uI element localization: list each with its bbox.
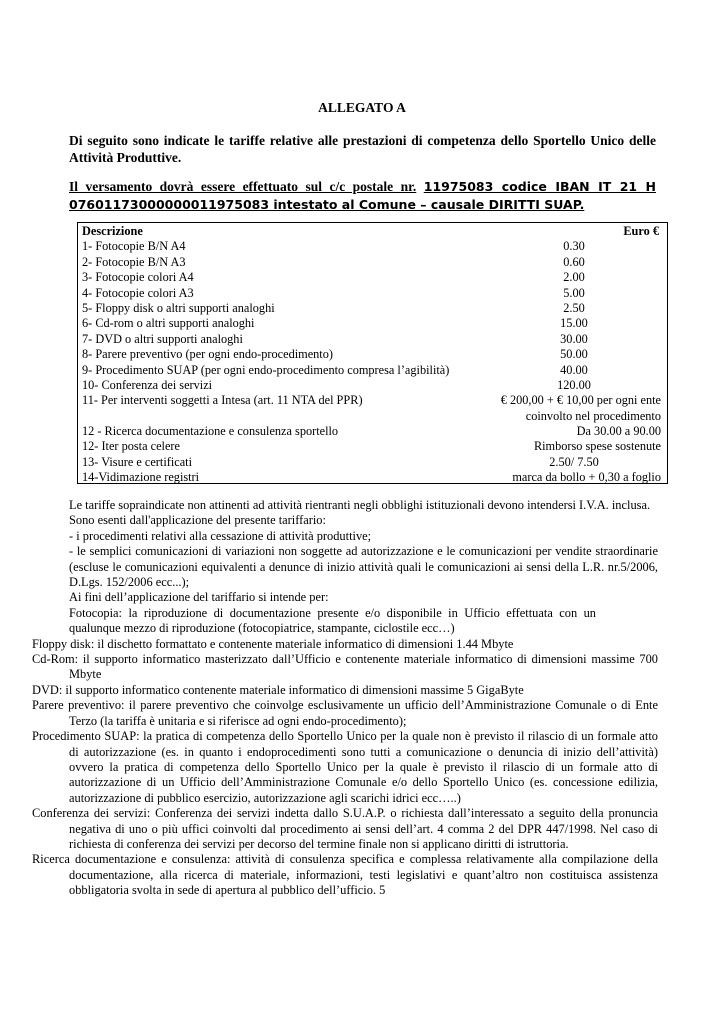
payment-iban: 11975083 codice IBAN IT 21 H 07601173000000011975083 intestato al Comune – causale DIRITTI SUAP. [69, 179, 656, 212]
tariff-table [77, 222, 668, 484]
definition-dvd: DVD: il supporto informatico contenente materiale informatico di dimensioni massime 5 GigaByte [32, 682, 524, 697]
tariff-description: 4- Fotocopie colori A3 [82, 285, 194, 300]
tariff-description: 13- Visure e certificati [82, 454, 192, 469]
document-title: ALLEGATO A [318, 100, 406, 115]
tariff-row [78, 424, 667, 439]
tariff-description: 10- Conferenza dei servizi [82, 377, 213, 392]
tariff-price: 30.00 [560, 331, 588, 346]
tariff-description: 12- Iter posta celere [82, 439, 180, 454]
tariff-price: 2.50 [563, 300, 585, 315]
tariff-description: 6- Cd-rom o altri supporti analoghi [82, 316, 255, 331]
tariff-description: 9- Procedimento SUAP (per ogni endo-procedimento compresa l’agibilità) [82, 362, 450, 377]
tariff-price: 15.00 [560, 316, 588, 331]
tariff-price: 2.00 [563, 270, 585, 285]
definition-conferenza: Conferenza dei servizi: Conferenza dei servizi indetta dallo S.U.A.P. o richiesta dall’interessato a seguito della pronuncia negativa di uno o più uffici coinvolti dal procedimento ai sensi dell’art. 4 comma 2 del DPR 447/1998. Nel caso di richiesta di conferenza dei servizi per decorso del termine finale non si applicano diritti di istruttoria. [32, 806, 658, 851]
paragraph-exemptions: Sono esenti dall'applicazione del presente tariffario: [69, 513, 326, 528]
tariff-price: 120.00 [557, 377, 591, 392]
tariff-row [78, 286, 667, 301]
tariff-row [78, 332, 667, 347]
paragraph-exemption-1: - i procedimenti relativi alla cessazione di attività produttive; [69, 528, 372, 543]
tariff-rows [78, 239, 667, 485]
tariff-price: 0.60 [563, 254, 585, 269]
tariff-price: 2.50/ 7.50 [549, 454, 599, 469]
definition-ricerca: Ricerca documentazione e consulenza: attività di consulenza specifica e complessa relativamente alla compilazione della documentazione, alla ricerca di materiale, informazioni, testi legislativi e quant’altro non costituisca assistenza obbligatoria svolta in sede di apertura al pubblico dell’ufficio. 5 [32, 852, 658, 898]
definition-cdrom: Cd-Rom: il supporto informatico masterizzato dall’Ufficio e contenente materiale informatico di dimensioni massime 700 Mbyte [32, 652, 658, 682]
tariff-row [78, 439, 667, 454]
tariff-description: 5- Floppy disk o altri supporti analoghi [82, 300, 275, 315]
header-description: Descrizione [82, 224, 143, 238]
definition-procedimento: Procedimento SUAP: la pratica di competenza dello Sportello Unico per la quale non è previsto il rilascio di un formale atto di autorizzazione (es. in quanto i endoprocedimenti sono tutti a comunicazione o denuncia di inizio dell’attività) ovvero la pratica di competenza dello Sportello Unico per la quale è previsto il rilascio di un formale atto di autorizzazione di un Ufficio dell’Amministrazione Comunale e/o dello Sportello Unico (es. concessione edilizia, autorizzazione di pubblico esercizio, autorizzazione agli scarichi idrici ecc…..) [32, 729, 658, 805]
header-price: Euro € [623, 224, 659, 238]
payment-lead: Il versamento dovrà essere effettuato sul c/c postale nr. [69, 179, 417, 194]
tariff-price: 0.30 [563, 239, 585, 254]
tariff-price: coinvolto nel procedimento [525, 408, 661, 423]
tariff-description: 1- Fotocopie B/N A4 [82, 239, 186, 254]
tariff-row [78, 455, 667, 470]
tariff-price: 40.00 [560, 362, 588, 377]
tariff-price: 50.00 [560, 347, 588, 362]
tariff-price: Rimborso spese sostenute [533, 439, 661, 454]
paragraph-vat: Le tariffe sopraindicate non attinenti ad attività rientranti negli obblighi istituzionali devono intendersi I.V.A. inclusa. [69, 498, 651, 512]
definition-floppy: Floppy disk: il dischetto formattato e contenente materiale informatico di dimensioni 1.44 Mbyte [32, 636, 514, 651]
tariff-description: 2- Fotocopie B/N A3 [82, 254, 186, 269]
tariff-description: 7- DVD o altri supporti analoghi [82, 331, 243, 346]
tariff-row [78, 255, 667, 270]
tariff-price: 5.00 [563, 285, 585, 300]
definition-fotocopia: Fotocopia: la riproduzione di documentazione presente e/o disponibile in Ufficio effettuata con un qualunque mezzo di riproduzione (fotocopiatrice, stampante, ciclostile ecc…) [69, 605, 596, 636]
tariff-description: 8- Parere preventivo (per ogni endo-procedimento) [82, 347, 333, 362]
tariff-row [78, 301, 667, 316]
tariff-row [78, 239, 667, 254]
body-text [32, 498, 658, 899]
tariff-row [78, 363, 667, 378]
tariff-price: € 200,00 + € 10,00 per ogni ente [500, 393, 661, 408]
tariff-row [78, 270, 667, 285]
tariff-description: 12 - Ricerca documentazione e consulenza sportello [82, 424, 339, 439]
intro-paragraph: Di seguito sono indicate le tariffe relative alle prestazioni di competenza dello Sportello Unico delle Attività Produttive. [69, 133, 656, 165]
paragraph-definitions: Ai fini dell’applicazione del tariffario si intende per: [69, 590, 329, 605]
tariff-description: 3- Fotocopie colori A4 [82, 270, 194, 285]
definition-parere: Parere preventivo: il parere preventivo che coinvolge esclusivamente un ufficio dell’Amministrazione Comunale o di Ente Terzo (la tariffa è unitaria e si riferisce ad ogni endo-procedimento); [32, 698, 658, 728]
tariff-table-header [78, 224, 667, 239]
tariff-description: 11- Per interventi soggetti a Intesa (art. 11 NTA del PPR) [82, 393, 363, 408]
tariff-description: 14-Vidimazione registri [82, 470, 200, 485]
tariff-row [78, 347, 667, 362]
tariff-price: marca da bollo + 0,30 a foglio [512, 470, 661, 485]
tariff-row [78, 409, 667, 424]
tariff-price: Da 30.00 a 90.00 [576, 424, 661, 439]
tariff-row [78, 470, 667, 485]
tariff-row [78, 378, 667, 393]
paragraph-exemption-2: - le semplici comunicazioni di variazioni non soggette ad autorizzazione e le comunicazioni per vendite straordinarie (escluse le comunicazioni equivalenti a denunce di inizio attività quali le comunicazioni ai sensi della L.R. nr.5/2006, D.Lgs. 152/2006 ecc...); [69, 544, 658, 590]
tariff-row [78, 393, 667, 408]
payment-instructions [69, 178, 656, 214]
tariff-row [78, 316, 667, 331]
